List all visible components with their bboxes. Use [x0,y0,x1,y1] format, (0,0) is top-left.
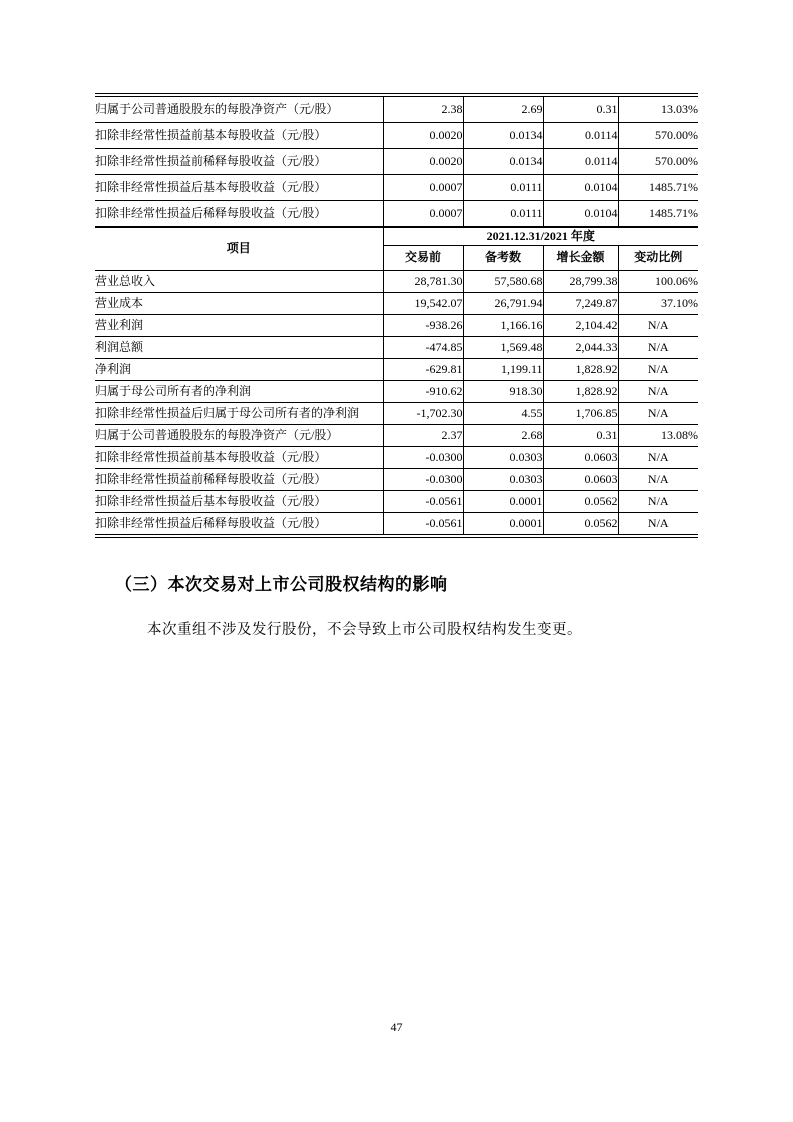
row-value: 19,542.07 [383,293,463,315]
row-value: 0.0134 [463,149,543,175]
table-row [95,175,698,201]
table-row [95,315,698,337]
table-row [95,447,698,469]
table-rows-bottom [95,271,698,537]
row-value: 0.0303 [463,469,543,491]
row-value: 570.00% [618,149,698,175]
row-value: 0.31 [543,95,618,123]
column-header-change-ratio: 变动比例 [618,246,698,271]
table-row [95,271,698,293]
row-value: 28,799.38 [543,271,618,293]
row-value: -910.62 [383,381,463,403]
row-value: 0.0104 [543,175,618,201]
item-column-header: 项目 [95,227,383,271]
table-row [95,491,698,513]
row-value: -1,702.30 [383,403,463,425]
row-label: 扣除非经常性损益后基本每股收益（元/股） [95,491,383,513]
row-value: 13.03% [618,95,698,123]
table-header-row-period [95,227,698,246]
row-value: 0.0562 [543,513,618,537]
row-value: 1,166.16 [463,315,543,337]
row-value: 1,828.92 [543,381,618,403]
row-label: 扣除非经常性损益前基本每股收益（元/股） [95,123,383,149]
row-value: 2.69 [463,95,543,123]
row-value: N/A [618,359,698,381]
table-row [95,469,698,491]
table-row [95,123,698,149]
row-value: 0.0603 [543,469,618,491]
row-value: 100.06% [618,271,698,293]
row-value: 0.0562 [543,491,618,513]
row-value: N/A [618,315,698,337]
row-value: 0.0007 [383,201,463,228]
row-value: 0.0007 [383,175,463,201]
column-header-proforma: 备考数 [463,246,543,271]
row-value: -0.0300 [383,469,463,491]
row-value: 1485.71% [618,201,698,228]
financial-table [95,93,698,538]
row-value: -0.0300 [383,447,463,469]
row-label: 净利润 [95,359,383,381]
row-value: 0.0001 [463,491,543,513]
row-value: 0.0303 [463,447,543,469]
table-row [95,359,698,381]
column-header-growth-amount: 增长金额 [543,246,618,271]
table-row [95,149,698,175]
row-value: 0.0114 [543,149,618,175]
row-label: 扣除非经常性损益后基本每股收益（元/股） [95,175,383,201]
financial-table-container [95,93,698,538]
row-value: 37.10% [618,293,698,315]
row-value: -0.0561 [383,491,463,513]
row-value: 0.0104 [543,201,618,228]
row-value: 570.00% [618,123,698,149]
row-label: 营业成本 [95,293,383,315]
row-value: N/A [618,403,698,425]
row-value: 0.0114 [543,123,618,149]
row-value: 1,569.48 [463,337,543,359]
row-label: 扣除非经常性损益后稀释每股收益（元/股） [95,201,383,228]
row-value: 1,706.85 [543,403,618,425]
row-value: 57,580.68 [463,271,543,293]
row-value: 0.0020 [383,149,463,175]
row-value: 7,249.87 [543,293,618,315]
row-value: 0.0111 [463,201,543,228]
row-value: 0.0001 [463,513,543,537]
row-label: 扣除非经常性损益前稀释每股收益（元/股） [95,469,383,491]
row-value: 2.68 [463,425,543,447]
row-value: 2,044.33 [543,337,618,359]
row-value: N/A [618,513,698,537]
period-header: 2021.12.31/2021 年度 [383,227,698,246]
row-label: 扣除非经常性损益前稀释每股收益（元/股） [95,149,383,175]
row-value: N/A [618,381,698,403]
row-value: 2.37 [383,425,463,447]
row-value: 0.0603 [543,447,618,469]
row-label: 扣除非经常性损益前基本每股收益（元/股） [95,447,383,469]
table-row [95,381,698,403]
row-label: 营业利润 [95,315,383,337]
row-value: N/A [618,447,698,469]
row-value: 918.30 [463,381,543,403]
row-value: -629.81 [383,359,463,381]
row-value: 13.08% [618,425,698,447]
row-value: 0.0020 [383,123,463,149]
row-value: 2,104.42 [543,315,618,337]
row-value: 1,199.11 [463,359,543,381]
table-rows-top [95,95,698,227]
row-value: 0.31 [543,425,618,447]
column-header-pre-deal: 交易前 [383,246,463,271]
row-value: 4.55 [463,403,543,425]
row-value: N/A [618,337,698,359]
row-value: 2.38 [383,95,463,123]
row-value: -0.0561 [383,513,463,537]
row-label: 利润总额 [95,337,383,359]
row-value: 28,781.30 [383,271,463,293]
table-header [95,227,698,271]
page-number: 47 [390,1020,403,1034]
table-row [95,513,698,537]
table-row [95,337,698,359]
row-value: -938.26 [383,315,463,337]
row-value: 0.0111 [463,175,543,201]
table-row [95,95,698,123]
row-value: 1,828.92 [543,359,618,381]
row-label: 归属于公司普通股股东的每股净资产（元/股） [95,95,383,123]
row-label: 扣除非经常性损益后稀释每股收益（元/股） [95,513,383,537]
table-row [95,403,698,425]
table-row [95,425,698,447]
row-value: 26,791.94 [463,293,543,315]
body-paragraph: 本次重组不涉及发行股份，不会导致上市公司股权结构发生变更。 [147,622,582,638]
row-value: N/A [618,469,698,491]
row-value: N/A [618,491,698,513]
section-heading: （三）本次交易对上市公司股权结构的影响 [115,575,448,594]
row-value: 0.0134 [463,123,543,149]
row-value: -474.85 [383,337,463,359]
table-row [95,293,698,315]
row-label: 扣除非经常性损益后归属于母公司所有者的净利润 [95,403,383,425]
row-label: 归属于母公司所有者的净利润 [95,381,383,403]
row-value: 1485.71% [618,175,698,201]
table-row [95,201,698,228]
row-label: 归属于公司普通股股东的每股净资产（元/股） [95,425,383,447]
row-label: 营业总收入 [95,271,383,293]
